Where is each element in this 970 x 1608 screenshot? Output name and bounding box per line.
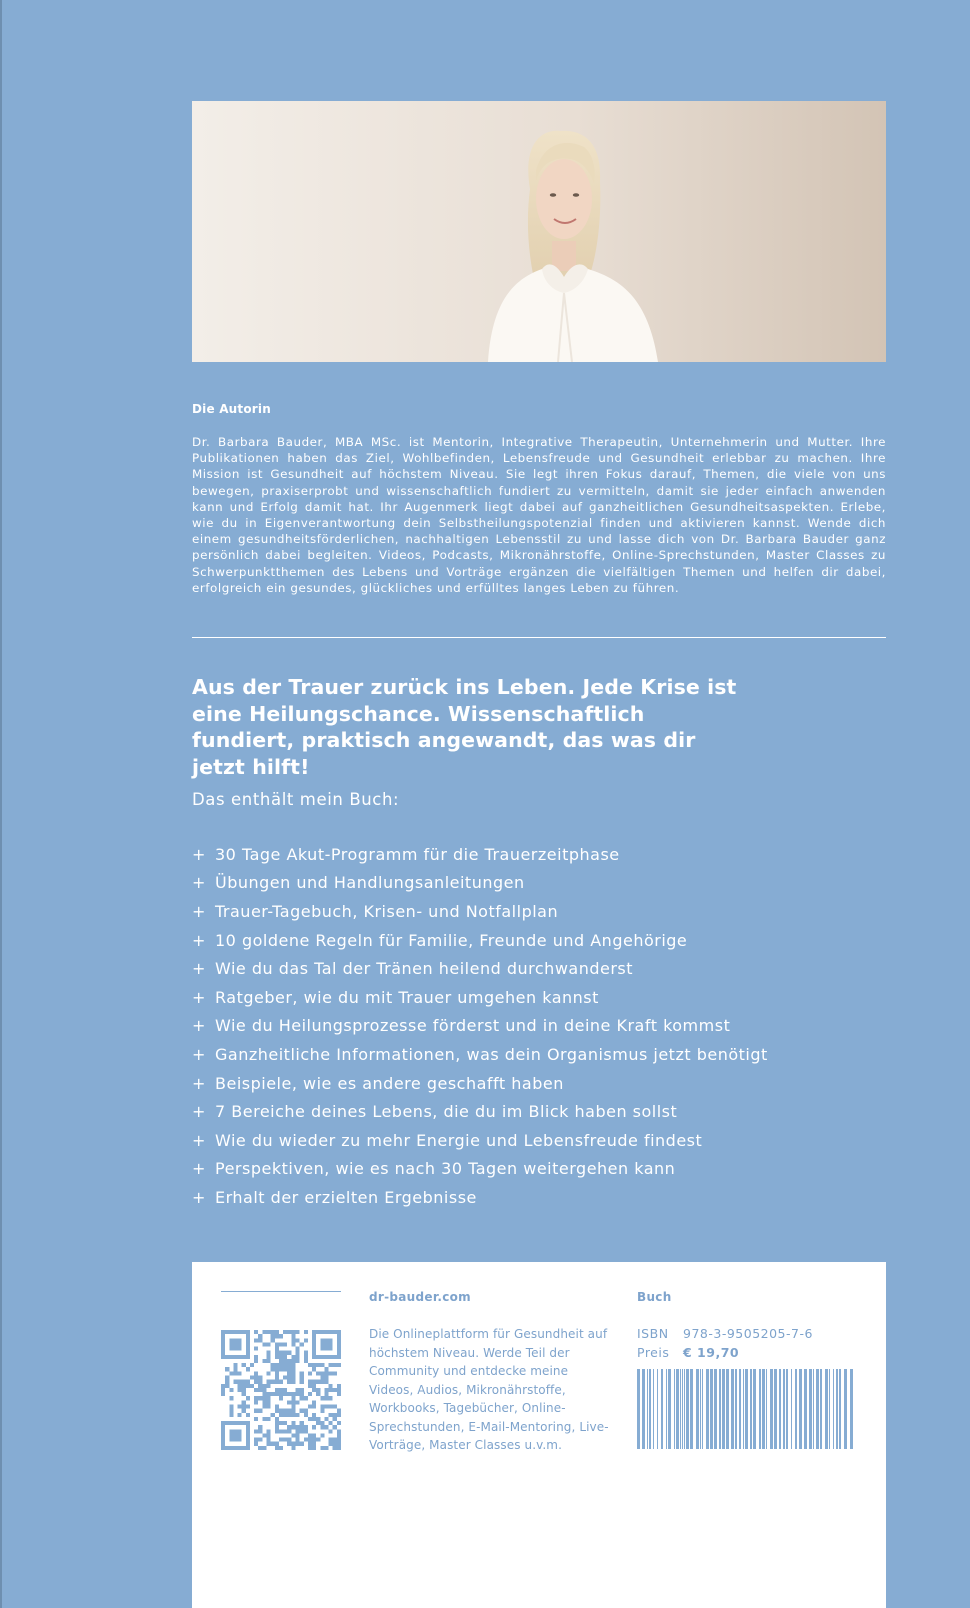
- feature-text: Trauer-Tagebuch, Krisen- und Notfallplan: [215, 901, 559, 921]
- author-photo: [192, 101, 886, 362]
- author-heading: Die Autorin: [192, 402, 271, 416]
- feature-item: [192, 1183, 892, 1212]
- page-edge: [0, 0, 2, 1608]
- plus-icon: +: [192, 1044, 206, 1064]
- plus-icon: +: [192, 1159, 206, 1179]
- feature-item: [192, 1155, 892, 1184]
- plus-icon: +: [192, 1130, 206, 1150]
- feature-text: Wie du Heilungsprozesse förderst und in deine Kraft kommst: [215, 1016, 731, 1036]
- feature-item: [192, 926, 892, 955]
- feature-text: 30 Tage Akut-Programm für die Trauerzeitphase: [215, 844, 620, 864]
- plus-icon: +: [192, 930, 206, 950]
- feature-text: Ganzheitliche Informationen, was dein Organismus jetzt benötigt: [215, 1044, 768, 1064]
- feature-text: Erhalt der erzielten Ergebnisse: [215, 1187, 477, 1207]
- barcode-icon: [637, 1369, 857, 1449]
- feature-item: [192, 1012, 892, 1041]
- feature-item: [192, 1040, 892, 1069]
- info-panel: [192, 1262, 886, 1608]
- isbn-label: ISBN: [637, 1326, 669, 1341]
- plus-icon: +: [192, 901, 206, 921]
- feature-item: [192, 1069, 892, 1098]
- feature-item: [192, 954, 892, 983]
- plus-icon: +: [192, 1073, 206, 1093]
- divider: [192, 637, 886, 638]
- plus-icon: +: [192, 1187, 206, 1207]
- plus-icon: +: [192, 873, 206, 893]
- feature-text: Übungen und Handlungsanleitungen: [215, 873, 525, 893]
- feature-text: Ratgeber, wie du mit Trauer umgehen kannst: [215, 987, 599, 1007]
- feature-item: [192, 840, 892, 869]
- plus-icon: +: [192, 959, 206, 979]
- feature-text: 7 Bereiche deines Lebens, die du im Blick haben sollst: [215, 1102, 678, 1122]
- site-title[interactable]: dr-bauder.com: [369, 1290, 471, 1304]
- site-description: Die Onlineplattform für Gesundheit auf höchstem Niveau. Werde Teil der Community und entdecke meine Videos, Audios, Mikronährstoffe, Workbooks, Tagebücher, Online-Sprechstunden, E-Mail-Mentoring, Live-Vorträge, Master Classes u.v.m.: [369, 1327, 609, 1452]
- feature-item: [192, 869, 892, 898]
- book-info: [637, 1325, 813, 1362]
- feature-text: Beispiele, wie es andere geschafft haben: [215, 1073, 564, 1093]
- qr-divider: [221, 1291, 341, 1292]
- plus-icon: +: [192, 987, 206, 1007]
- feature-item: [192, 983, 892, 1012]
- feature-list: [192, 840, 892, 1212]
- feature-text: Wie du wieder zu mehr Energie und Lebensfreude findest: [215, 1130, 703, 1150]
- isbn-value: 978-3-9505205-7-6: [683, 1326, 813, 1341]
- plus-icon: +: [192, 1102, 206, 1122]
- contents-heading: Das enthält mein Buch:: [192, 790, 400, 809]
- author-bio: Dr. Barbara Bauder, MBA MSc. ist Mentorin, Integrative Therapeutin, Unternehmerin und Mutter. Ihre Publikationen haben das Ziel, Wohlbefinden, Lebensfreude und Gesundheit erlebbar zu machen. Ihre Mission ist Gesundheit auf höchstem Niveau. Sie legt ihren Fokus darauf, Themen, die viele von uns bewegen, praxiserprobt und wissenschaftlich fundiert zu vermitteln, damit sie jeder einfach anwenden kann und Erfolg damit hat. Ihr Augenmerk liegt dabei auf ganzheitlichen Gesundheitsaspekten. Erlebe, wie du in Eigenverantwortung dein Selbstheilungspotenzial finden und aktivieren kannst. Wende dich einem gesundheitsförderlichen, nachhaltigen Lebensstil zu und lasse dich von Dr. Barbara Bauder ganz persönlich dabei begleiten. Videos, Podcasts, Mikronährstoffe, Online-Sprechstunden, Master Classes zu Schwerpunktthemen des Lebens und Vorträge ergänzen die vielfältigen Themen und helfen dir dabei, erfolgreich ein gesundes, glückliches und erfülltes langes Leben zu führen.: [192, 435, 886, 595]
- feature-text: Wie du das Tal der Tränen heilend durchwanderst: [215, 959, 634, 979]
- plus-icon: +: [192, 844, 206, 864]
- book-title: Buch: [637, 1290, 672, 1304]
- price-row: [637, 1344, 813, 1363]
- isbn-row: [637, 1325, 813, 1344]
- feature-text: Perspektiven, wie es nach 30 Tagen weitergehen kann: [215, 1159, 676, 1179]
- feature-item: [192, 1097, 892, 1126]
- price-label: Preis: [637, 1344, 670, 1360]
- qr-code-icon[interactable]: [221, 1330, 341, 1450]
- book-tagline: Aus der Trauer zurück ins Leben. Jede Krise ist eine Heilungschance. Wissenschaftlich fundiert, praktisch angewandt, das was dir jetzt hilft!: [192, 675, 737, 779]
- price-value: € 19,70: [683, 1344, 740, 1360]
- feature-item: [192, 1126, 892, 1155]
- feature-item: [192, 897, 892, 926]
- feature-text: 10 goldene Regeln für Familie, Freunde und Angehörige: [215, 930, 688, 950]
- plus-icon: +: [192, 1016, 206, 1036]
